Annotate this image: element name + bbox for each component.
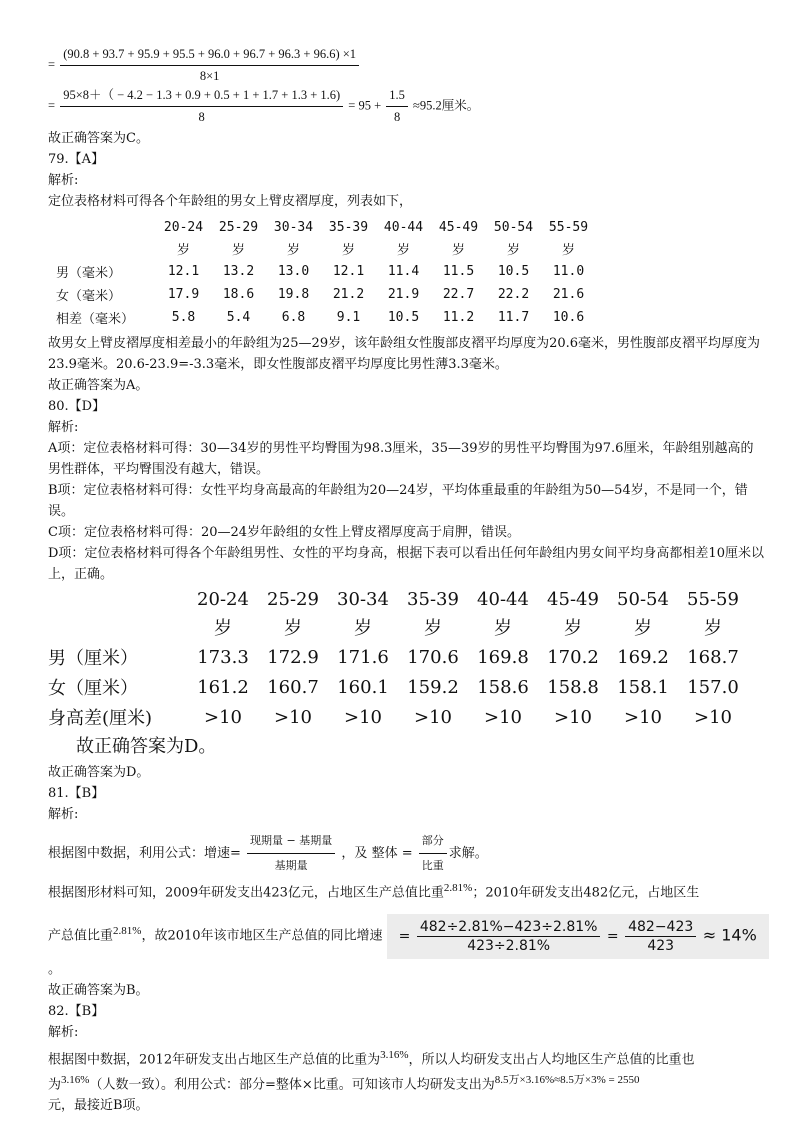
q79-table-unit-row: 岁 岁 岁 岁 岁 岁 岁 岁 [176, 243, 575, 258]
q80-option-a: A项：定位表格材料可得：30—34岁的男性平均臀围为98.3厘米，35—39岁的男性平均臀围为97.6厘米，年龄组别越高的男性群体，平均臀围没有越大，错误。 [48, 441, 754, 477]
q79-age: 55-59 [548, 220, 589, 235]
q79-age: 20-24 [163, 220, 204, 235]
q80-option-c: C项：定位表格材料可得：20—24岁年龄组的女性上臂皮褶厚度高于肩胛，错误。 [48, 525, 521, 540]
q79-age: 25-29 [218, 220, 259, 235]
q82-line3: 元，最接近B项。 [48, 1098, 149, 1114]
table-row: 女（毫米） 17.9 18.6 19.8 21.2 21.9 22.7 22.2 21.6 [56, 287, 585, 304]
q79-jiexi: 解析: [48, 173, 79, 188]
q79-age: 45-49 [438, 220, 479, 235]
q79-table-age-row [56, 218, 596, 237]
q81-period: 。 [48, 961, 62, 977]
q79-age: 50-54 [493, 220, 534, 235]
q80-image-answer: 故正确答案为D。 [76, 736, 217, 757]
q80-table-age-row: 20-24 25-29 30-34 35-39 40-44 45-49 50-54 55-59 [197, 589, 739, 610]
growth-formula-fraction: $\frac{\text{现期量 − 基期量}}{\text{基期量}}$ [247, 829, 335, 878]
table-row: 女（厘米） 161.2 160.7 160.1 159.2 158.6 158.8 158.1 157.0 [48, 676, 739, 699]
page [48, 44, 764, 1116]
q80-head: 80.【D】 [48, 399, 106, 414]
q79-answer: 故正确答案为A。 [48, 378, 149, 393]
q81-answer: 故正确答案为B。 [48, 982, 149, 998]
q79-age: 35-39 [328, 220, 369, 235]
q79-intro: 定位表格材料可得各个年龄组的男女上臂皮褶厚度，列表如下， [48, 194, 413, 209]
q81-head: 81.【B】 [48, 786, 105, 801]
q82-head: 82.【B】 [48, 1003, 105, 1019]
whole-formula-fraction: $\frac{\text{部分}}{\text{比重}}$ [419, 829, 447, 878]
q81-jiexi: 解析: [48, 807, 79, 822]
q81-line3: 产总值比重$^{2.81\%}$，故2010年该市地区生产总值的同比增速 = $\frac{482\div 2.81\%-423\div 2.81\%}{423\div 2.81\%}$ = $\frac{482-423}{423}$ ≈ 14% [48, 909, 764, 958]
q82-line2: 为$^{3.16\%}$（人数一致）。利用公式：部分=整体×比重。可知该市人均研发支出为$^{8.5万\times 3.16\%\approx 8.5万\times 3\% = 2550}$ [48, 1073, 640, 1093]
table-row: 相差（毫米） 5.8 5.4 6.8 9.1 10.5 11.2 11.7 10.6 [56, 310, 585, 327]
q80-table-unit-row: 岁 岁 岁 岁 岁 岁 岁 岁 [214, 618, 722, 639]
q79-age: 30-34 [273, 220, 314, 235]
equation-2-denominator: 8 [198, 110, 205, 124]
equation-2-numerator: 95×8＋（ − 4.2 − 1.3 + 0.9 + 0.5 + 1 + 1.7 + 1.3 + 1.6) [60, 85, 343, 107]
q80-option-d: D项：定位表格材料可得各个年龄组男性、女性的平均身高，根据下表可以看出任何年龄组内男女间平均身高都相差10厘米以上，正确。 [48, 546, 764, 582]
q79-head: 79.【A】 [48, 152, 105, 167]
table-row: 男（厘米） 173.3 172.9 171.6 170.6 169.8 170.2 169.2 168.7 [48, 646, 739, 669]
equation-1-fraction [60, 44, 359, 87]
q80-answer: 故正确答案为D。 [48, 765, 150, 780]
q80-option-b: B项：定位表格材料可得：女性平均身高最高的年龄组为20—24岁，平均体重最重的年龄组为50—54岁，不是同一个，错误。 [48, 483, 748, 519]
q80-table [48, 587, 748, 732]
equation-2-small-fraction: $\frac{1.5}{8}$ [386, 85, 408, 128]
equation-1-denominator: 8×1 [199, 69, 220, 83]
q82-jiexi: 解析: [48, 1024, 79, 1040]
table-row: 男（毫米） 12.1 13.2 13.0 12.1 11.4 11.5 10.5 11.0 [56, 264, 585, 281]
q82-line1: 根据图中数据，2012年研发支出占地区生产总值的比重为$^{3.16\%}$，所以人均研发支出占人均地区生产总值的比重也 [48, 1048, 695, 1067]
q81-formula-line: 根据图中数据，利用公式：增速= $\frac{\text{现期量 − 基期量}}{\text{基期量}}$ ，及 整体 = $\frac{\text{部分}}{\text{比重}}$ 求解。 [48, 829, 764, 878]
equation-1: = $\frac{(90.8 + 93.7 + 95.9 + 95.5 + 96.0 + 96.7 + 96.3 + 96.6) \times 1}{8\times 1}$ [48, 44, 764, 87]
q79-text: 故男女上臂皮褶厚度相差最小的年龄组为25—29岁，该年龄组女性腹部皮褶平均厚度为20.6毫米，男性腹部皮褶平均厚度为23.9毫米。20.6-23.9=-3.3毫米，即女性腹部皮褶平均厚度比男性薄3.3毫米。 [48, 336, 761, 372]
equation-2-fraction [60, 85, 343, 128]
q79-table [56, 218, 596, 329]
q79-age: 40-44 [383, 220, 424, 235]
q78-answer: 故正确答案为C。 [48, 131, 149, 146]
q80-jiexi: 解析: [48, 420, 79, 435]
equation-1-numerator: (90.8 + 93.7 + 95.9 + 95.5 + 96.0 + 96.7 + 96.3 + 96.6) ×1 [60, 44, 359, 66]
table-row: 身高差(厘米) >10 >10 >10 >10 >10 >10 >10 >10 [48, 706, 732, 729]
q81-line2: 根据图形材料可知，2009年研发支出423亿元，占地区生产总值比重$^{2.81\%}$；2010年研发支出482亿元，占地区生 [48, 882, 700, 901]
growth-calc-box: = $\frac{482\div 2.81\%-423\div 2.81\%}{423\div 2.81\%}$ = $\frac{482-423}{423}$ ≈ 14% [387, 914, 769, 959]
equation-2: = $\frac{95\times 8+( - 4.2 - 1.3 + 0.9 + 0.5 + 1 + 1.7 + 1.3 + 1.6)}{8}$ = 95 + $\frac{1.5}{8}$ ≈95.2厘米。 [48, 85, 764, 128]
